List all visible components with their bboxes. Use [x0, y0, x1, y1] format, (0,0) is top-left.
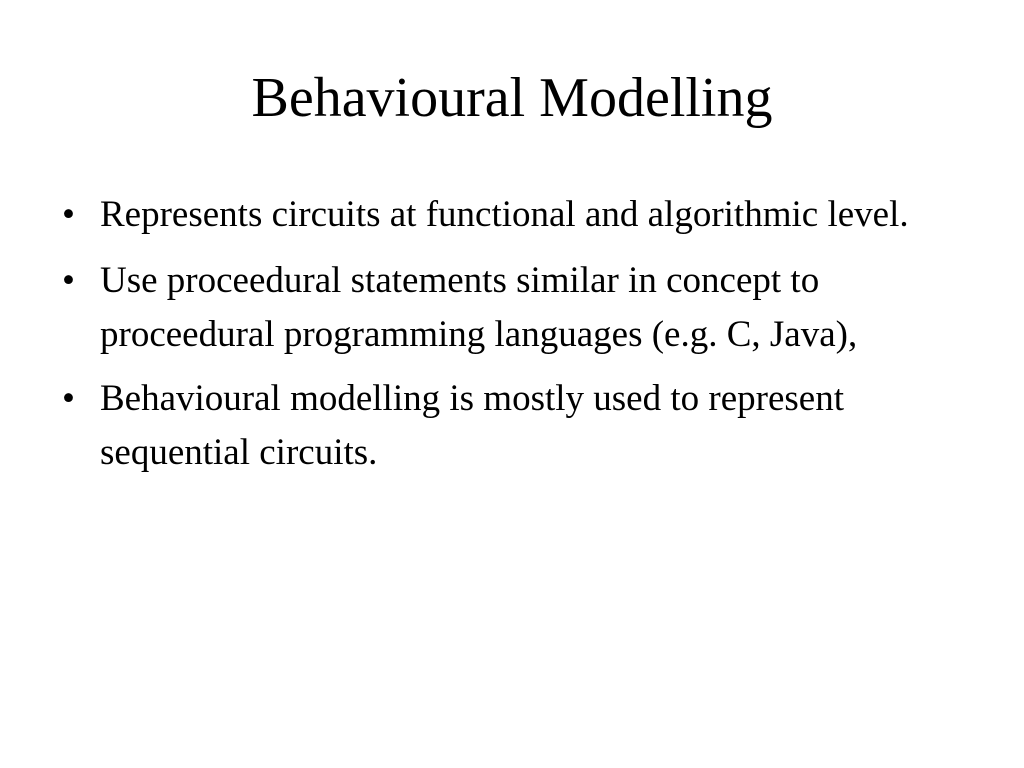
slide-title: Behavioural Modelling: [251, 67, 773, 129]
bullet-text: Behavioural modelling is mostly used to represent sequential circuits.: [100, 378, 844, 473]
bullet-icon: •: [62, 260, 75, 301]
bullet-icon: •: [62, 194, 75, 235]
bullet-item-functional-level: [56, 188, 986, 242]
bullet-list: [56, 188, 986, 492]
bullet-item-procedural-statements: [56, 254, 986, 362]
bullet-text: Use proceedural statements similar in concept to proceedural programming languages (e.g. C, Java),: [100, 260, 858, 355]
bullet-text: Represents circuits at functional and algorithmic level.: [100, 194, 909, 235]
bullet-item-sequential-circuits: [56, 372, 986, 480]
bullet-icon: •: [62, 378, 75, 419]
